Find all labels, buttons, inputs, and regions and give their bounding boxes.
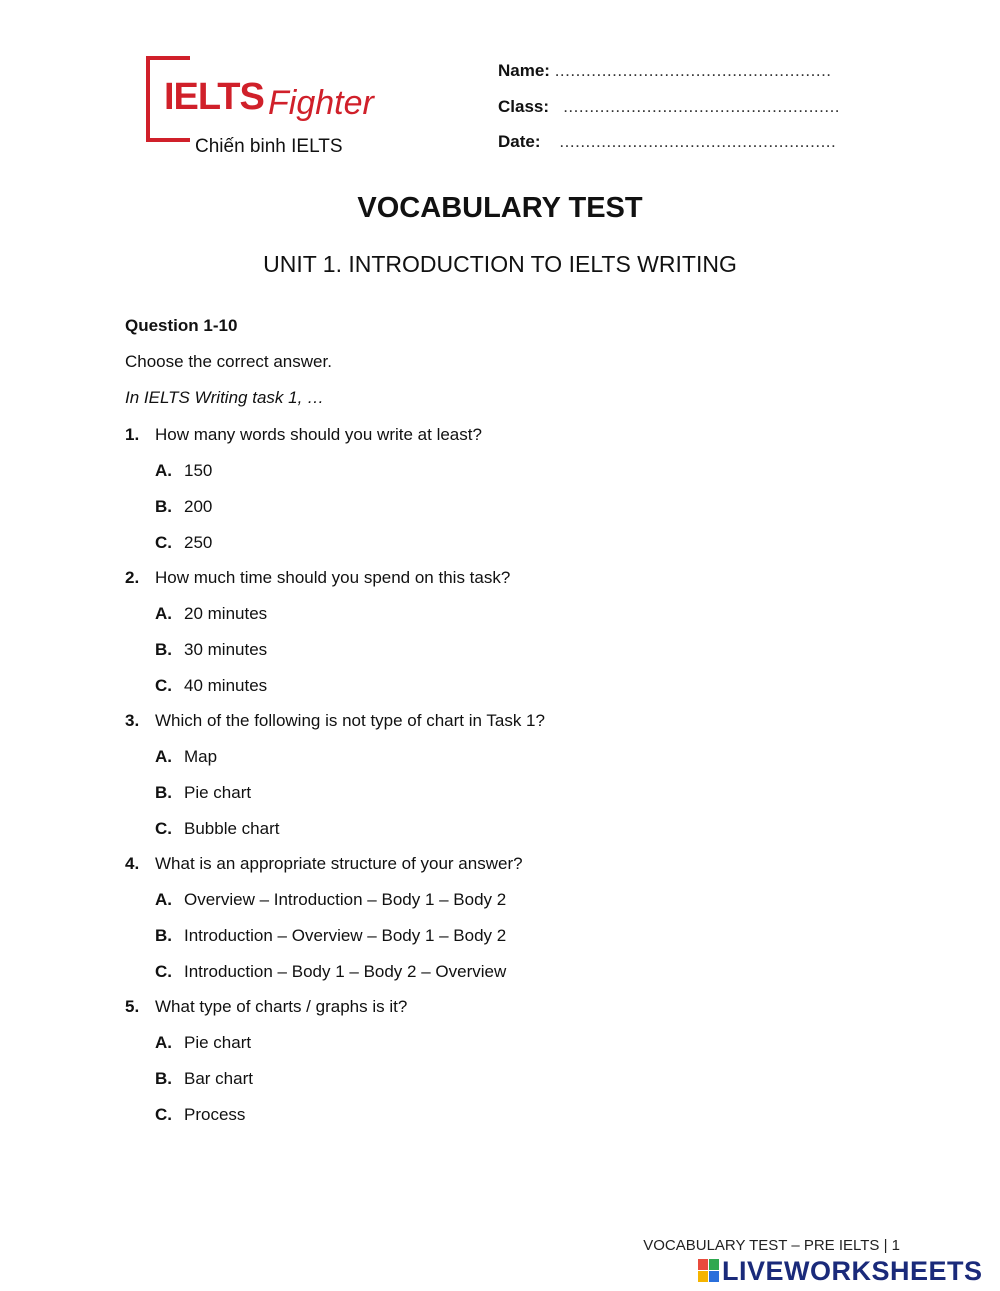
option-3b[interactable]: B. Pie chart	[155, 783, 252, 802]
liveworksheets-watermark	[698, 1256, 994, 1286]
question-3: 3. Which of the following is not type of chart in Task 1?	[125, 711, 545, 730]
option-5b[interactable]: B. Bar chart	[155, 1069, 253, 1088]
logo-script-text: Fighter	[268, 84, 374, 122]
name-label: Name:	[498, 61, 550, 80]
name-field[interactable]	[498, 61, 832, 81]
option-4c[interactable]: C. Introduction – Body 1 – Body 2 – Overview	[155, 962, 507, 981]
page-subtitle: UNIT 1. INTRODUCTION TO IELTS WRITING	[263, 251, 737, 277]
name-dots: .....................................................	[554, 61, 832, 80]
date-label: Date:	[498, 132, 541, 151]
question-4: 4. What is an appropriate structure of your answer?	[125, 854, 523, 873]
question-2: 2. How much time should you spend on this task?	[125, 568, 511, 587]
option-2c[interactable]: C. 40 minutes	[155, 676, 268, 695]
context-text: In IELTS Writing task 1, …	[125, 388, 325, 407]
section-heading: Question 1-10	[125, 316, 238, 335]
option-1c[interactable]: C. 250	[155, 533, 213, 552]
class-label: Class:	[498, 97, 550, 116]
class-field[interactable]	[498, 97, 840, 117]
date-dots: .....................................................	[559, 132, 837, 151]
option-5a[interactable]: A. Pie chart	[155, 1033, 252, 1052]
liveworksheets-text: LIVEWORKSHEETS	[722, 1256, 983, 1286]
date-field[interactable]	[498, 132, 836, 152]
option-4b[interactable]: B. Introduction – Overview – Body 1 – Body 2	[155, 926, 507, 945]
question-1: 1. How many words should you write at least?	[125, 425, 482, 444]
option-3c[interactable]: C. Bubble chart	[155, 819, 280, 838]
page-footer: VOCABULARY TEST – PRE IELTS | 1	[643, 1237, 900, 1254]
option-2a[interactable]: A. 20 minutes	[155, 604, 268, 623]
option-1a[interactable]: A. 150	[155, 461, 213, 480]
option-1b[interactable]: B. 200	[155, 497, 213, 516]
ielts-fighter-logo	[140, 52, 390, 164]
option-2b[interactable]: B. 30 minutes	[155, 640, 268, 659]
option-5c[interactable]: C. Process	[155, 1105, 246, 1124]
option-4a[interactable]: A. Overview – Introduction – Body 1 – Body 2	[155, 890, 507, 909]
question-5: 5. What type of charts / graphs is it?	[125, 997, 408, 1016]
class-dots: .....................................................	[563, 97, 841, 116]
logo-tagline: Chiến binh IELTS	[195, 136, 343, 157]
instruction-text: Choose the correct answer.	[125, 352, 332, 371]
option-3a[interactable]: A. Map	[155, 747, 218, 766]
page-title: VOCABULARY TEST	[357, 192, 643, 224]
liveworksheets-badge-icon	[698, 1259, 720, 1283]
logo-main-text: IELTS	[164, 76, 264, 118]
